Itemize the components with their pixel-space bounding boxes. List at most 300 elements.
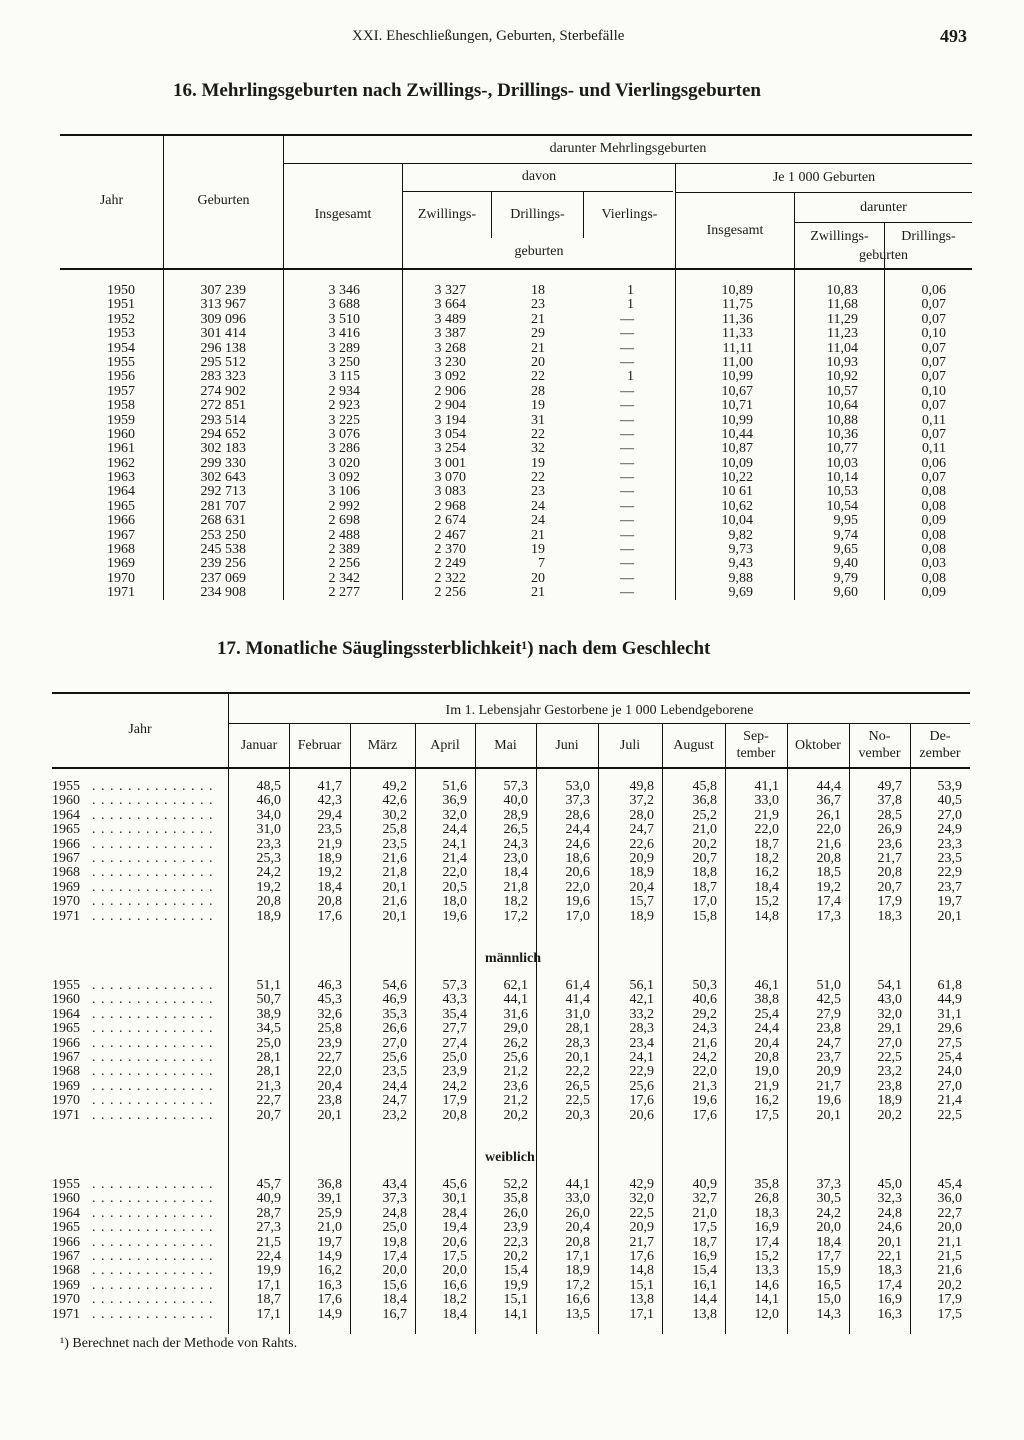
table-cell: 35,8 bbox=[503, 1191, 528, 1207]
table-cell: 40,0 bbox=[503, 793, 528, 809]
table-cell: 18,4 bbox=[816, 1234, 841, 1250]
table-cell: 23,8 bbox=[877, 1078, 902, 1094]
table-cell: 26,6 bbox=[382, 1021, 407, 1037]
table-cell: 29,4 bbox=[317, 807, 342, 823]
table-cell: 21,5 bbox=[937, 1248, 962, 1264]
table-row bbox=[0, 356, 1024, 370]
table-cell: 36,9 bbox=[442, 793, 467, 809]
table-row bbox=[0, 414, 1024, 428]
table-cell: 21,6 bbox=[382, 850, 407, 866]
table-cell: 28,3 bbox=[629, 1021, 654, 1037]
leader-dots: . . . . . . . . . . . . . . bbox=[92, 1035, 214, 1051]
table-cell: 0,07 bbox=[921, 470, 946, 486]
table-cell: 22,5 bbox=[565, 1093, 590, 1109]
table-cell: — bbox=[620, 426, 634, 442]
table16-header-darunter2: darunter bbox=[860, 200, 907, 215]
table-cell: 10,92 bbox=[826, 369, 858, 385]
table-cell: 13,3 bbox=[754, 1263, 779, 1279]
table-cell: 43,4 bbox=[382, 1177, 407, 1192]
table-cell: 20,5 bbox=[442, 879, 467, 895]
table-row bbox=[0, 428, 1024, 442]
leader-dots: . . . . . . . . . . . . . . bbox=[92, 1263, 214, 1279]
table-cell: 296 138 bbox=[200, 340, 246, 356]
table-cell: 41,4 bbox=[565, 992, 590, 1008]
table16-header-je1000: Je 1 000 Geburten bbox=[772, 170, 876, 185]
table-cell: 1958 bbox=[107, 398, 135, 414]
table-cell: 40,9 bbox=[256, 1191, 281, 1207]
table-cell: 3 083 bbox=[434, 484, 466, 500]
table-row bbox=[0, 298, 1024, 312]
table16-rule-davon bbox=[403, 191, 673, 192]
table-cell: 23 bbox=[531, 484, 545, 500]
table-cell: 0,10 bbox=[921, 326, 946, 342]
table-cell: 23,6 bbox=[877, 836, 902, 852]
table-cell: 27,0 bbox=[937, 807, 962, 823]
table-cell: 20,6 bbox=[629, 1107, 654, 1123]
table16-header-insgesamt2: Insgesamt bbox=[706, 223, 764, 238]
table-cell: 17,3 bbox=[816, 908, 841, 924]
table-cell: 46,9 bbox=[382, 992, 407, 1008]
table-cell: 32,7 bbox=[692, 1191, 717, 1207]
table-cell: 14,9 bbox=[317, 1306, 342, 1322]
table-row bbox=[0, 910, 1024, 924]
table-cell: 18,9 bbox=[877, 1093, 902, 1109]
table-cell: 56,1 bbox=[629, 978, 654, 993]
table-cell: 10,22 bbox=[721, 470, 753, 486]
table-cell: 26,5 bbox=[565, 1078, 590, 1094]
table-cell: 26,8 bbox=[754, 1191, 779, 1207]
table-cell: 37,2 bbox=[629, 793, 654, 809]
table-cell: 253 250 bbox=[200, 527, 246, 543]
table-cell: 10,99 bbox=[721, 412, 753, 428]
table-cell: 3 286 bbox=[328, 441, 360, 457]
table-cell: 3 076 bbox=[328, 426, 360, 442]
table-row bbox=[0, 514, 1024, 528]
table-cell: 14,8 bbox=[754, 908, 779, 924]
table-cell: 19,4 bbox=[442, 1220, 467, 1236]
table-cell: 1953 bbox=[107, 326, 135, 342]
leader-dots: . . . . . . . . . . . . . . bbox=[92, 1248, 214, 1264]
year-cell: 1966 bbox=[52, 836, 80, 852]
table-cell: 10,44 bbox=[721, 426, 753, 442]
table-cell: 18,9 bbox=[317, 850, 342, 866]
table-cell: 21,0 bbox=[317, 1220, 342, 1236]
table16-title: 16. Mehrlingsgeburten nach Zwillings-, Drillings- und Vierlingsgeburten bbox=[173, 80, 761, 101]
year-cell: 1969 bbox=[52, 879, 80, 895]
leader-dots: . . . . . . . . . . . . . . bbox=[92, 879, 214, 895]
table-cell: 49,7 bbox=[877, 779, 902, 794]
table-cell: 23,3 bbox=[937, 836, 962, 852]
table-cell: 27,0 bbox=[877, 1035, 902, 1051]
table-cell: 29 bbox=[531, 326, 545, 342]
table-cell: 1966 bbox=[107, 513, 135, 529]
table-cell: 10,89 bbox=[721, 283, 753, 298]
table-cell: 29,6 bbox=[937, 1021, 962, 1037]
table-row bbox=[0, 284, 1024, 298]
table-cell: 51,6 bbox=[442, 779, 467, 794]
table-cell: 28,6 bbox=[565, 807, 590, 823]
table-cell: 1 bbox=[627, 369, 634, 385]
table-cell: 16,6 bbox=[565, 1292, 590, 1308]
table-cell: 14,1 bbox=[503, 1306, 528, 1322]
table-cell: 313 967 bbox=[200, 297, 246, 313]
table16-rule-je1000 bbox=[676, 192, 972, 193]
table-cell: 36,8 bbox=[317, 1177, 342, 1192]
table-cell: 24,3 bbox=[503, 836, 528, 852]
table-cell: 19,8 bbox=[382, 1234, 407, 1250]
table-cell: 15,7 bbox=[629, 894, 654, 910]
table-cell: 11,68 bbox=[827, 297, 858, 313]
table-cell: 19,2 bbox=[317, 865, 342, 881]
table-cell: 25,3 bbox=[256, 850, 281, 866]
year-cell: 1960 bbox=[52, 1191, 80, 1207]
table-cell: 20,2 bbox=[692, 836, 717, 852]
table-cell: 17,5 bbox=[937, 1306, 962, 1322]
year-cell: 1964 bbox=[52, 1205, 80, 1221]
table-cell: — bbox=[620, 527, 634, 543]
table-cell: 18 bbox=[531, 283, 545, 298]
table-cell: 0,07 bbox=[921, 398, 946, 414]
table-cell: 12,0 bbox=[754, 1306, 779, 1322]
table-cell: 0,09 bbox=[921, 585, 946, 601]
table-cell: 0,10 bbox=[921, 383, 946, 399]
table-cell: 32,6 bbox=[317, 1006, 342, 1022]
table-cell: 22,0 bbox=[317, 1064, 342, 1080]
table-cell: 272 851 bbox=[200, 398, 246, 414]
table-cell: 22,0 bbox=[816, 822, 841, 838]
table-cell: 3 230 bbox=[434, 354, 466, 370]
table-cell: 41,7 bbox=[317, 779, 342, 794]
table-cell: 21,7 bbox=[629, 1234, 654, 1250]
table-cell: 20,7 bbox=[877, 879, 902, 895]
table-row bbox=[0, 586, 1024, 600]
table-cell: 24,7 bbox=[382, 1093, 407, 1109]
table17-header-rule bbox=[52, 767, 970, 769]
table-row bbox=[0, 1279, 1024, 1293]
table-cell: 19,6 bbox=[692, 1093, 717, 1109]
table-cell: 17,6 bbox=[692, 1107, 717, 1123]
table-cell: 14,4 bbox=[692, 1292, 717, 1308]
table-cell: 21,3 bbox=[256, 1078, 281, 1094]
table-cell: 10,04 bbox=[721, 513, 753, 529]
table-cell: 24,1 bbox=[629, 1049, 654, 1065]
section-rows bbox=[0, 1178, 1024, 1322]
month-header: Sep- tember bbox=[736, 729, 776, 761]
table-cell: 1965 bbox=[107, 498, 135, 514]
table-cell: — bbox=[620, 383, 634, 399]
table-cell: 0,07 bbox=[921, 354, 946, 370]
table-cell: 17,2 bbox=[565, 1277, 590, 1293]
table16-header-insgesamt: Insgesamt bbox=[314, 207, 372, 222]
table-cell: 22,5 bbox=[937, 1107, 962, 1123]
month-header: Oktober bbox=[795, 738, 841, 753]
table-cell: 32,0 bbox=[629, 1191, 654, 1207]
table-cell: 21,7 bbox=[816, 1078, 841, 1094]
table-cell: 301 414 bbox=[200, 326, 246, 342]
table-cell: 45,8 bbox=[692, 779, 717, 794]
table-cell: 51,1 bbox=[256, 978, 281, 993]
table-cell: 0,11 bbox=[922, 412, 946, 428]
table-cell: 20,8 bbox=[442, 1107, 467, 1123]
table-cell: 9,40 bbox=[833, 556, 858, 572]
table-cell: 2 342 bbox=[328, 570, 360, 586]
running-header: XXI. Eheschließungen, Geburten, Sterbefälle bbox=[352, 28, 625, 44]
table-cell: 309 096 bbox=[200, 311, 246, 327]
table-cell: 17,4 bbox=[382, 1248, 407, 1264]
table-cell: 53,0 bbox=[565, 779, 590, 794]
table-cell: 17,9 bbox=[442, 1093, 467, 1109]
table-cell: 45,3 bbox=[317, 992, 342, 1008]
table-cell: 18,2 bbox=[754, 850, 779, 866]
table-row bbox=[0, 823, 1024, 837]
table-row bbox=[0, 881, 1024, 895]
table-cell: 10,09 bbox=[721, 455, 753, 471]
table-cell: 18,3 bbox=[877, 1263, 902, 1279]
table-cell: 1 bbox=[627, 283, 634, 298]
table-cell: 19 bbox=[531, 455, 545, 471]
table-cell: 15,6 bbox=[382, 1277, 407, 1293]
table-cell: 34,5 bbox=[256, 1021, 281, 1037]
table-cell: 19,6 bbox=[816, 1093, 841, 1109]
table-cell: 18,4 bbox=[317, 879, 342, 895]
table-cell: 1951 bbox=[107, 297, 135, 313]
table-cell: 0,11 bbox=[922, 441, 946, 457]
table-cell: 26,9 bbox=[877, 822, 902, 838]
table-cell: 17,7 bbox=[816, 1248, 841, 1264]
table-cell: 54,1 bbox=[877, 978, 902, 993]
table-cell: 21 bbox=[531, 527, 545, 543]
table-cell: 36,8 bbox=[692, 793, 717, 809]
table-cell: 9,43 bbox=[728, 556, 753, 572]
table-cell: — bbox=[620, 455, 634, 471]
table-cell: 25,0 bbox=[442, 1049, 467, 1065]
table-cell: 18,7 bbox=[754, 836, 779, 852]
table-cell: 32,0 bbox=[877, 1006, 902, 1022]
table-cell: 20,4 bbox=[565, 1220, 590, 1236]
table-cell: 9,79 bbox=[833, 570, 858, 586]
table-cell: 10,36 bbox=[826, 426, 858, 442]
table16-rule-darunter bbox=[283, 163, 972, 164]
table-cell: 283 323 bbox=[200, 369, 246, 385]
table-cell: 295 512 bbox=[200, 354, 246, 370]
table-cell: 18,2 bbox=[503, 894, 528, 910]
table-cell: 33,0 bbox=[754, 793, 779, 809]
table-cell: 25,8 bbox=[317, 1021, 342, 1037]
table-cell: 21 bbox=[531, 311, 545, 327]
table-cell: 38,8 bbox=[754, 992, 779, 1008]
table-cell: 18,3 bbox=[754, 1205, 779, 1221]
table-cell: 45,0 bbox=[877, 1177, 902, 1192]
table-cell: 45,4 bbox=[937, 1177, 962, 1192]
table-cell: 2 934 bbox=[328, 383, 360, 399]
leader-dots: . . . . . . . . . . . . . . bbox=[92, 822, 214, 838]
table-cell: 45,7 bbox=[256, 1177, 281, 1192]
table-cell: 27,0 bbox=[937, 1078, 962, 1094]
table-cell: — bbox=[620, 326, 634, 342]
table-cell: 62,1 bbox=[503, 978, 528, 993]
table-row bbox=[0, 457, 1024, 471]
table-cell: 2 256 bbox=[434, 585, 466, 601]
table-row bbox=[0, 809, 1024, 823]
year-cell: 1970 bbox=[52, 1093, 80, 1109]
table-cell: 20,1 bbox=[937, 908, 962, 924]
table-cell: 51,0 bbox=[816, 978, 841, 993]
table-cell: 20,2 bbox=[937, 1277, 962, 1293]
table17-top-rule bbox=[52, 692, 970, 694]
table-cell: 292 713 bbox=[200, 484, 246, 500]
leader-dots: . . . . . . . . . . . . . . bbox=[92, 865, 214, 881]
table-cell: 0,06 bbox=[921, 283, 946, 298]
table-row bbox=[0, 979, 1024, 993]
year-cell: 1965 bbox=[52, 822, 80, 838]
table-cell: 22,3 bbox=[503, 1234, 528, 1250]
table-cell: 22,2 bbox=[565, 1064, 590, 1080]
table-cell: 19,2 bbox=[816, 879, 841, 895]
table-cell: 30,1 bbox=[442, 1191, 467, 1207]
table-cell: 57,3 bbox=[442, 978, 467, 993]
table-cell: 24,4 bbox=[565, 822, 590, 838]
table-cell: 20,1 bbox=[877, 1234, 902, 1250]
table-cell: 9,88 bbox=[728, 570, 753, 586]
table-cell: 20,2 bbox=[503, 1107, 528, 1123]
year-cell: 1955 bbox=[52, 779, 80, 794]
table-cell: 25,8 bbox=[382, 822, 407, 838]
table16-header-rule bbox=[60, 268, 972, 270]
table-cell: 27,5 bbox=[937, 1035, 962, 1051]
table-cell: 22 bbox=[531, 426, 545, 442]
year-cell: 1966 bbox=[52, 1035, 80, 1051]
month-header: März bbox=[367, 738, 398, 753]
table-row bbox=[0, 1192, 1024, 1206]
table-cell: 38,9 bbox=[256, 1006, 281, 1022]
table-cell: 11,29 bbox=[827, 311, 858, 327]
table-cell: 21,6 bbox=[382, 894, 407, 910]
table-cell: 3 070 bbox=[434, 470, 466, 486]
table-cell: 22,0 bbox=[565, 879, 590, 895]
table-cell: 3 092 bbox=[328, 470, 360, 486]
table-cell: 3 327 bbox=[434, 283, 466, 298]
table-cell: 19,9 bbox=[503, 1277, 528, 1293]
table-cell: 28,3 bbox=[565, 1035, 590, 1051]
table-cell: 17,1 bbox=[629, 1306, 654, 1322]
table-cell: — bbox=[620, 556, 634, 572]
page-number: 493 bbox=[940, 26, 967, 46]
table-cell: 3 688 bbox=[328, 297, 360, 313]
table-cell: 20,1 bbox=[816, 1107, 841, 1123]
table-cell: 35,4 bbox=[442, 1006, 467, 1022]
table-cell: 27,4 bbox=[442, 1035, 467, 1051]
table-cell: 23,3 bbox=[256, 836, 281, 852]
table-cell: 20,8 bbox=[877, 865, 902, 881]
table-cell: 23,9 bbox=[317, 1035, 342, 1051]
table-cell: 18,3 bbox=[877, 908, 902, 924]
table-cell: 17,9 bbox=[877, 894, 902, 910]
table-row bbox=[0, 471, 1024, 485]
table-cell: 3 289 bbox=[328, 340, 360, 356]
table-cell: 9,60 bbox=[833, 585, 858, 601]
table17-header-span: Im 1. Lebensjahr Gestorbene je 1 000 Lebendgeborene bbox=[445, 703, 754, 718]
leader-dots: . . . . . . . . . . . . . . bbox=[92, 1021, 214, 1037]
table-cell: 18,7 bbox=[692, 879, 717, 895]
table-row bbox=[0, 342, 1024, 356]
table-cell: 17,5 bbox=[754, 1107, 779, 1123]
year-cell: 1970 bbox=[52, 894, 80, 910]
table-cell: 11,11 bbox=[722, 340, 753, 356]
table-cell: 17,0 bbox=[692, 894, 717, 910]
table-cell: 24,0 bbox=[937, 1064, 962, 1080]
table-cell: 23,9 bbox=[442, 1064, 467, 1080]
table-cell: — bbox=[620, 398, 634, 414]
table-cell: 10,71 bbox=[721, 398, 753, 414]
leader-dots: . . . . . . . . . . . . . . bbox=[92, 1191, 214, 1207]
table-cell: 44,1 bbox=[503, 992, 528, 1008]
year-cell: 1965 bbox=[52, 1220, 80, 1236]
table-cell: 3 268 bbox=[434, 340, 466, 356]
table-cell: 22,9 bbox=[937, 865, 962, 881]
table-cell: 302 183 bbox=[200, 441, 246, 457]
table-cell: 18,7 bbox=[692, 1234, 717, 1250]
table-cell: 23,4 bbox=[629, 1035, 654, 1051]
table-cell: 2 698 bbox=[328, 513, 360, 529]
table-cell: 30,2 bbox=[382, 807, 407, 823]
table-cell: 10,93 bbox=[826, 354, 858, 370]
table-cell: 16,3 bbox=[877, 1306, 902, 1322]
table-cell: 21,8 bbox=[382, 865, 407, 881]
table-cell: 7 bbox=[538, 556, 545, 572]
table-cell: 19,9 bbox=[256, 1263, 281, 1279]
table-cell: 3 020 bbox=[328, 455, 360, 471]
table-cell: 22,1 bbox=[877, 1248, 902, 1264]
table-cell: 25,6 bbox=[503, 1049, 528, 1065]
table-cell: 18,9 bbox=[629, 865, 654, 881]
table-cell: 1968 bbox=[107, 542, 135, 558]
table-cell: 43,0 bbox=[877, 992, 902, 1008]
table-cell: 22,7 bbox=[317, 1049, 342, 1065]
table16-header-geburten-sub2: geburten bbox=[859, 248, 908, 263]
table-cell: 17,6 bbox=[317, 908, 342, 924]
table-cell: 10,99 bbox=[721, 369, 753, 385]
table-cell: 294 652 bbox=[200, 426, 246, 442]
table17-rule-span bbox=[229, 723, 970, 724]
table-cell: 21 bbox=[531, 585, 545, 601]
table-cell: 26,0 bbox=[503, 1205, 528, 1221]
table-cell: 20,0 bbox=[382, 1263, 407, 1279]
table-cell: 40,5 bbox=[937, 793, 962, 809]
table-cell: 19,2 bbox=[256, 879, 281, 895]
leader-dots: . . . . . . . . . . . . . . bbox=[92, 850, 214, 866]
table-cell: — bbox=[620, 498, 634, 514]
table-cell: 22,5 bbox=[629, 1205, 654, 1221]
table-cell: 24,1 bbox=[442, 836, 467, 852]
table-cell: 25,9 bbox=[317, 1205, 342, 1221]
leader-dots: . . . . . . . . . . . . . . bbox=[92, 978, 214, 993]
table-row bbox=[0, 370, 1024, 384]
table-cell: 24,4 bbox=[382, 1078, 407, 1094]
table-cell: 9,74 bbox=[833, 527, 858, 543]
table-cell: 23,5 bbox=[317, 822, 342, 838]
leader-dots: . . . . . . . . . . . . . . bbox=[92, 1306, 214, 1322]
table-cell: 28,1 bbox=[565, 1021, 590, 1037]
year-cell: 1967 bbox=[52, 1248, 80, 1264]
table-cell: 29,0 bbox=[503, 1021, 528, 1037]
table-cell: 54,6 bbox=[382, 978, 407, 993]
section-rows bbox=[0, 979, 1024, 1123]
table-cell: 42,1 bbox=[629, 992, 654, 1008]
table-cell: 28 bbox=[531, 383, 545, 399]
table-cell: 3 664 bbox=[434, 297, 466, 313]
table-cell: 20,9 bbox=[629, 1220, 654, 1236]
table-cell: 19,6 bbox=[442, 908, 467, 924]
